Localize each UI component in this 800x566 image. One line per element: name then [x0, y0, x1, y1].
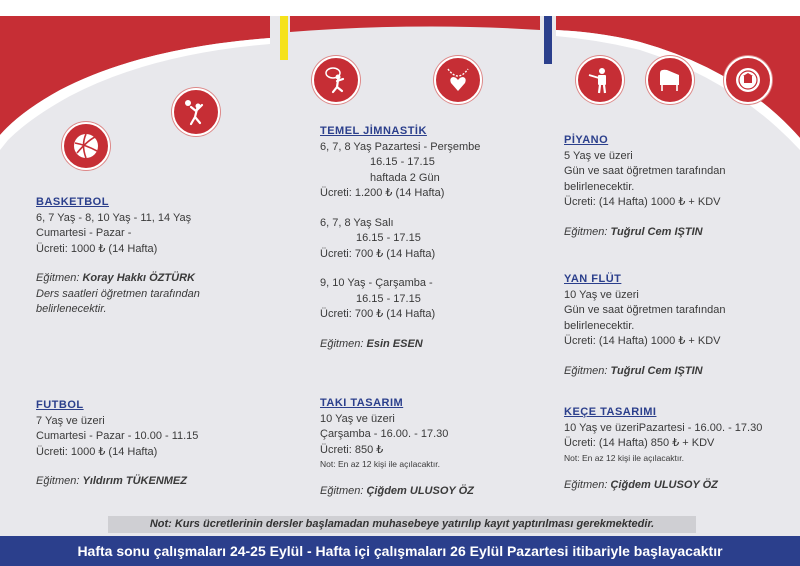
- basketbol-teacher: [36, 271, 200, 287]
- jimnastik-teacher: [320, 337, 480, 353]
- teacher-label: Eğitmen:: [564, 225, 608, 238]
- jimnastik-section: [320, 124, 480, 352]
- flut-ages: 10 Yaş ve üzeri: [564, 288, 639, 301]
- piyano-schedule-2: belirlenecektir.: [564, 180, 635, 193]
- jimnastik-g1-days: 6, 7, 8 Yaş Pazartesi - Perşembe: [320, 140, 481, 153]
- flut-schedule-2: belirlenecektir.: [564, 319, 635, 332]
- heart-necklace-icon: [443, 65, 473, 95]
- volleyball-icon: [62, 122, 110, 170]
- basketbol-note-1: Ders saatleri öğretmen tarafından: [36, 287, 200, 300]
- taki-note: Not: En az 12 kişi ile açılacaktır.: [320, 459, 440, 469]
- piano-icon: [646, 56, 694, 104]
- teacher-name: Yıldırım TÜKENMEZ: [82, 475, 187, 487]
- futbol-title: FUTBOL: [36, 399, 84, 411]
- flute-player-icon: [576, 56, 624, 104]
- jimnastik-g3-days: 9, 10 Yaş - Çarşamba -: [320, 277, 433, 289]
- flut-schedule-1: Gün ve saat öğretmen tarafından: [564, 304, 726, 316]
- gymnast-ribbon-icon: [321, 65, 351, 95]
- taki-teacher: [320, 484, 474, 500]
- piyano-title: PİYANO: [564, 134, 609, 146]
- gymnast-ribbon-icon: [312, 56, 360, 104]
- jimnastik-g1-fee: Ücreti: 1.200 ₺ (14 Hafta): [320, 187, 445, 199]
- basketbol-note-2: belirlenecektir.: [36, 303, 107, 315]
- teacher-label: Eğitmen:: [564, 364, 608, 377]
- futbol-days: Cumartesi - Pazar - 10.00 - 11.15: [36, 430, 199, 442]
- flut-fee: Ücreti: (14 Hafta) 1000 ₺ + KDV: [564, 335, 721, 347]
- basketbol-days: Cumartesi - Pazar -: [36, 227, 132, 239]
- jimnastik-title: TEMEL JİMNASTİK: [320, 125, 427, 137]
- basketbol-fee: Ücreti: 1000 ₺ (14 Hafta): [36, 242, 158, 255]
- basketball-player-icon: [172, 88, 220, 136]
- flut-title: YAN FLÜT: [564, 273, 622, 285]
- piyano-fee: Ücreti: (14 Hafta) 1000 ₺ + KDV: [564, 196, 721, 208]
- taki-days: Çarşamba - 16.00. - 17.30: [320, 428, 449, 440]
- basketbol-ages: 6, 7 Yaş - 8, 10 Yaş - 11, 14 Yaş: [36, 211, 192, 224]
- teacher-name: Tuğrul Cem IŞTIN: [610, 364, 703, 377]
- kece-teacher: [564, 478, 762, 494]
- teacher-label: Eğitmen:: [36, 272, 80, 284]
- taki-title: TAKI TASARIM: [320, 397, 404, 409]
- kece-note: Not: En az 12 kişi ile açılacaktır.: [564, 452, 684, 463]
- school-emblem-icon: [733, 65, 763, 95]
- kece-ages-days: 10 Yaş ve üzeriPazartesi - 16.00. - 17.30: [564, 421, 763, 434]
- futbol-ages: 7 Yaş ve üzeri: [36, 414, 105, 427]
- teacher-name: Esin ESEN: [366, 337, 423, 350]
- taki-fee: Ücreti: 850 ₺: [320, 443, 384, 456]
- teacher-label: Eğitmen:: [320, 337, 364, 350]
- basketball-player-icon: [181, 97, 211, 127]
- piano-icon: [655, 65, 685, 95]
- payment-note: Not: Kurs ücretlerinin dersler başlamadan muhasebeye yatırılıp kayıt yaptırılması gerekmektedir.: [108, 516, 696, 533]
- kece-title: KEÇE TASARIMI: [564, 406, 657, 418]
- flut-section: [564, 272, 725, 379]
- piyano-ages: 5 Yaş ve üzeri: [564, 149, 633, 162]
- jimnastik-g2-time: 16.15 - 17.15: [356, 232, 421, 244]
- flut-teacher: [564, 364, 725, 380]
- futbol-fee: Ücreti: 1000 ₺ (14 Hafta): [36, 445, 158, 458]
- volleyball-icon: [71, 131, 101, 161]
- taki-section: [320, 396, 474, 500]
- taki-ages: 10 Yaş ve üzeri: [320, 412, 395, 425]
- teacher-name: Çiğdem ULUSOY ÖZ: [610, 478, 718, 491]
- piyano-teacher: [564, 225, 725, 241]
- jimnastik-g1-freq: haftada 2 Gün: [370, 171, 440, 184]
- teacher-name: Tuğrul Cem IŞTIN: [610, 225, 703, 238]
- jimnastik-g2-fee: Ücreti: 700 ₺ (14 Hafta): [320, 247, 436, 260]
- futbol-teacher: [36, 474, 198, 490]
- basketbol-title: BASKETBOL: [36, 196, 109, 208]
- teacher-name: Çiğdem ULUSOY ÖZ: [366, 485, 474, 497]
- jimnastik-g2-days: 6, 7, 8 Yaş Salı: [320, 216, 394, 229]
- jimnastik-g3-time: 16.15 - 17.15: [356, 292, 421, 305]
- school-emblem-icon: [724, 56, 772, 104]
- schedule-banner: Hafta sonu çalışmaları 24-25 Eylül - Hafta içi çalışmaları 26 Eylül Pazartesi itibariyle başlayacaktır: [0, 536, 800, 566]
- teacher-label: Eğitmen:: [564, 478, 608, 491]
- piyano-schedule-1: Gün ve saat öğretmen tarafından: [564, 165, 726, 177]
- basketbol-section: [36, 195, 200, 318]
- jimnastik-g3-fee: Ücreti: 700 ₺ (14 Hafta): [320, 308, 436, 320]
- kece-section: [564, 405, 762, 493]
- futbol-section: [36, 398, 198, 490]
- flute-player-icon: [585, 65, 615, 95]
- jimnastik-g1-time: 16.15 - 17.15: [370, 156, 435, 168]
- heart-necklace-icon: [434, 56, 482, 104]
- kece-fee: Ücreti: (14 Hafta) 850 ₺ + KDV: [564, 437, 715, 449]
- teacher-name: Koray Hakkı ÖZTÜRK: [82, 272, 195, 284]
- teacher-label: Eğitmen:: [320, 485, 364, 497]
- teacher-label: Eğitmen:: [36, 475, 80, 487]
- piyano-section: [564, 133, 725, 240]
